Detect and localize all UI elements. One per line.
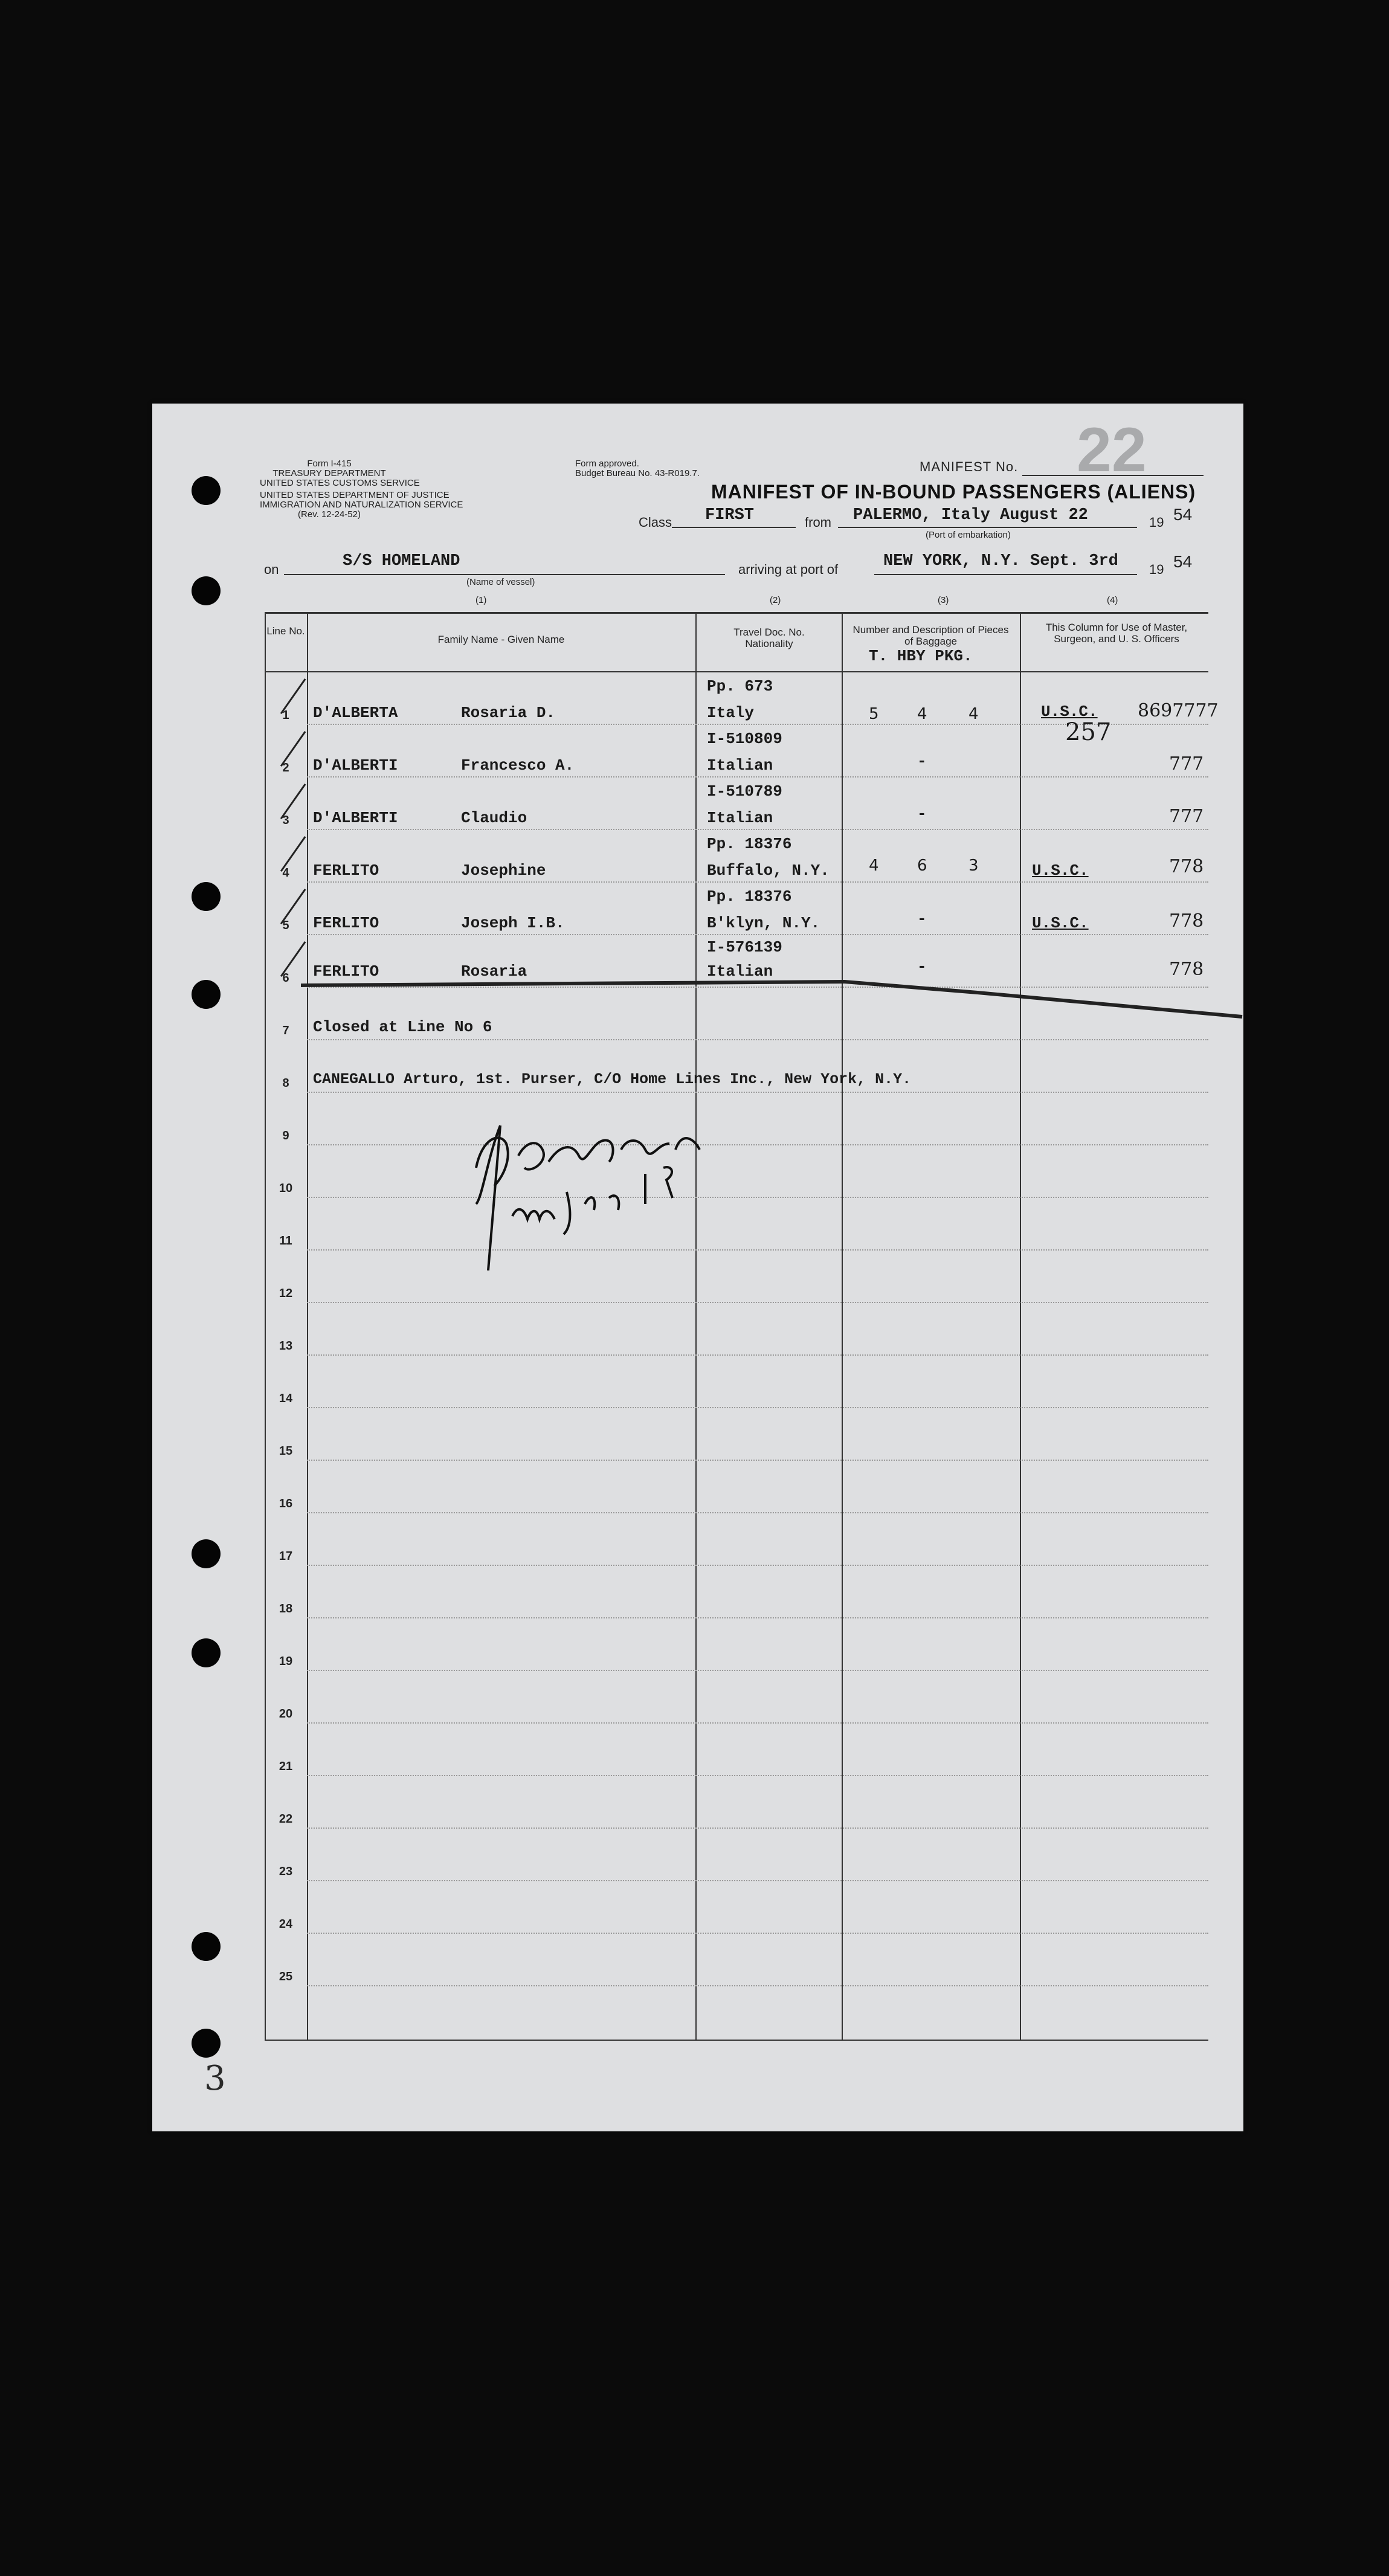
- dept-line-2: UNITED STATES CUSTOMS SERVICE: [260, 478, 420, 488]
- line-number: 24: [279, 1918, 293, 1931]
- from-value: PALERMO, Italy August 22: [853, 506, 1088, 524]
- line-number: 8: [282, 1077, 289, 1090]
- line-number: 2: [282, 761, 289, 774]
- purser-note: CANEGALLO Arturo, 1st. Purser, C/O Home Lines Inc., New York, N.Y.: [313, 1071, 912, 1088]
- officer-number: 778: [1169, 959, 1204, 980]
- manifest-sheet: [152, 404, 1243, 2131]
- line-number: 5: [282, 919, 289, 932]
- header-baggage: Number and Description of Pieces of Baggage: [852, 624, 1009, 647]
- line-number: 13: [279, 1339, 293, 1353]
- justice-line-1: UNITED STATES DEPARTMENT OF JUSTICE: [260, 490, 450, 500]
- punch-hole: [192, 476, 221, 505]
- given-name: Francesco A.: [461, 756, 575, 774]
- travel-doc: Pp. 18376: [707, 887, 792, 906]
- nationality: Italian: [707, 962, 773, 980]
- officer-number: 8697777: [1138, 700, 1219, 721]
- officer-number: 778: [1169, 856, 1204, 877]
- officer-number: 777: [1169, 806, 1204, 827]
- port-embarkation-note: (Port of embarkation): [926, 530, 1011, 540]
- line-number: 18: [279, 1602, 293, 1615]
- travel-doc: Pp. 18376: [707, 835, 792, 853]
- line-number: 1: [282, 709, 289, 722]
- col-num-2: (2): [770, 595, 781, 605]
- from-label: from: [805, 515, 831, 530]
- arriving-label: arriving at port of: [738, 562, 839, 577]
- line-number: 12: [279, 1287, 293, 1300]
- family-name: D'ALBERTI: [313, 809, 398, 827]
- handwritten-signature: [464, 1107, 778, 1289]
- baggage-trunks: 5: [869, 705, 879, 723]
- closing-line: [301, 974, 1243, 1023]
- baggage-packages: 4: [968, 705, 979, 723]
- nationality: Italian: [707, 756, 773, 774]
- officer-stamp: U.S.C.: [1032, 861, 1089, 880]
- line-number: 14: [279, 1392, 293, 1405]
- class-value: FIRST: [705, 506, 755, 524]
- header-baggage-sub: T. HBY PKG.: [869, 647, 973, 665]
- vessel-name: S/S HOMELAND: [343, 552, 460, 570]
- line-number: 15: [279, 1444, 293, 1458]
- closed-note: Closed at Line No 6: [313, 1018, 492, 1036]
- manifest-label: MANIFEST No.: [920, 459, 1019, 474]
- officer-stamp: U.S.C.: [1041, 703, 1098, 721]
- year-prefix: 19: [1149, 515, 1164, 530]
- given-name: Joseph I.B.: [461, 914, 565, 932]
- punch-hole: [192, 1932, 221, 1961]
- form-approved: Form approved.: [575, 459, 639, 469]
- punch-hole: [192, 1638, 221, 1667]
- line-number: 7: [282, 1024, 289, 1037]
- given-name: Josephine: [461, 861, 546, 880]
- punch-hole: [192, 2029, 221, 2058]
- baggage-trunks: 4: [869, 857, 879, 875]
- family-name: FERLITO: [313, 861, 379, 880]
- arrival-value: NEW YORK, N.Y. Sept. 3rd: [883, 552, 1118, 570]
- col-num-3: (3): [938, 595, 949, 605]
- baggage-heavy: 6: [917, 857, 927, 875]
- manifest-number: 22: [1077, 415, 1147, 485]
- line-number: 10: [279, 1182, 293, 1195]
- baggage-heavy: -: [917, 805, 927, 823]
- family-name: FERLITO: [313, 962, 379, 980]
- punch-hole: [192, 980, 221, 1009]
- baggage-packages: 3: [968, 857, 979, 875]
- line-number: 9: [282, 1129, 289, 1142]
- page-title: MANIFEST OF IN-BOUND PASSENGERS (ALIENS): [711, 481, 1196, 503]
- officer-stamp: U.S.C.: [1032, 914, 1089, 932]
- line-number: 20: [279, 1707, 293, 1721]
- travel-doc: Pp. 673: [707, 677, 773, 695]
- col-num-1: (1): [475, 595, 487, 605]
- given-name: Rosaria: [461, 962, 527, 980]
- year2-suffix: 54: [1173, 552, 1193, 571]
- officer-note: 257: [1065, 718, 1112, 746]
- given-name: Claudio: [461, 809, 527, 827]
- officer-number: 777: [1169, 753, 1204, 774]
- travel-doc: I-576139: [707, 938, 782, 956]
- footer-mark: 3: [204, 2059, 226, 2098]
- baggage-heavy: -: [917, 752, 927, 770]
- line-number: 4: [282, 866, 289, 880]
- line-number: 25: [279, 1970, 293, 1983]
- on-label: on: [264, 562, 279, 577]
- family-name: FERLITO: [313, 914, 379, 932]
- nationality: Italy: [707, 704, 755, 722]
- vessel-note: (Name of vessel): [466, 577, 535, 587]
- baggage-heavy: -: [917, 910, 927, 928]
- family-name: D'ALBERTI: [313, 756, 398, 774]
- travel-doc: I-510789: [707, 782, 782, 800]
- dept-line-1: TREASURY DEPARTMENT: [272, 468, 386, 478]
- given-name: Rosaria D.: [461, 704, 556, 722]
- line-number: 23: [279, 1865, 293, 1878]
- line-number: 16: [279, 1497, 293, 1510]
- passenger-table: [265, 612, 1219, 2041]
- line-number: 6: [282, 971, 289, 985]
- punch-hole: [192, 882, 221, 911]
- line-number: 22: [279, 1812, 293, 1826]
- col-num-4: (4): [1107, 595, 1118, 605]
- nationality: Italian: [707, 809, 773, 827]
- line-number: 21: [279, 1760, 293, 1773]
- year2-prefix: 19: [1149, 562, 1164, 577]
- line-number: 11: [279, 1234, 292, 1248]
- nationality: Buffalo, N.Y.: [707, 861, 830, 880]
- punch-hole: [192, 576, 221, 605]
- form-number: Form I-415: [307, 459, 352, 469]
- line-number: 3: [282, 814, 289, 827]
- officer-number: 778: [1169, 910, 1204, 932]
- baggage-heavy: -: [917, 958, 927, 976]
- punch-hole: [192, 1539, 221, 1568]
- year-suffix: 54: [1173, 505, 1193, 524]
- header-name: Family Name - Given Name: [437, 634, 565, 645]
- header-travel-doc: Travel Doc. No. Nationality: [733, 626, 805, 649]
- line-number: 17: [279, 1550, 293, 1563]
- line-number: 19: [279, 1655, 293, 1668]
- justice-line-2: IMMIGRATION AND NATURALIZATION SERVICE: [260, 500, 463, 510]
- nationality: B'klyn, N.Y.: [707, 914, 820, 932]
- travel-doc: I-510809: [707, 730, 782, 748]
- header-line-no: Line No.: [266, 625, 305, 637]
- family-name: D'ALBERTA: [313, 704, 398, 722]
- budget-bureau: Budget Bureau No. 43-R019.7.: [575, 468, 700, 478]
- justice-line-3: (Rev. 12-24-52): [298, 509, 361, 520]
- baggage-heavy: 4: [917, 705, 927, 723]
- header-officers: This Column for Use of Master, Surgeon, and U. S. Officers: [1045, 622, 1188, 645]
- class-label: Class: [639, 515, 672, 530]
